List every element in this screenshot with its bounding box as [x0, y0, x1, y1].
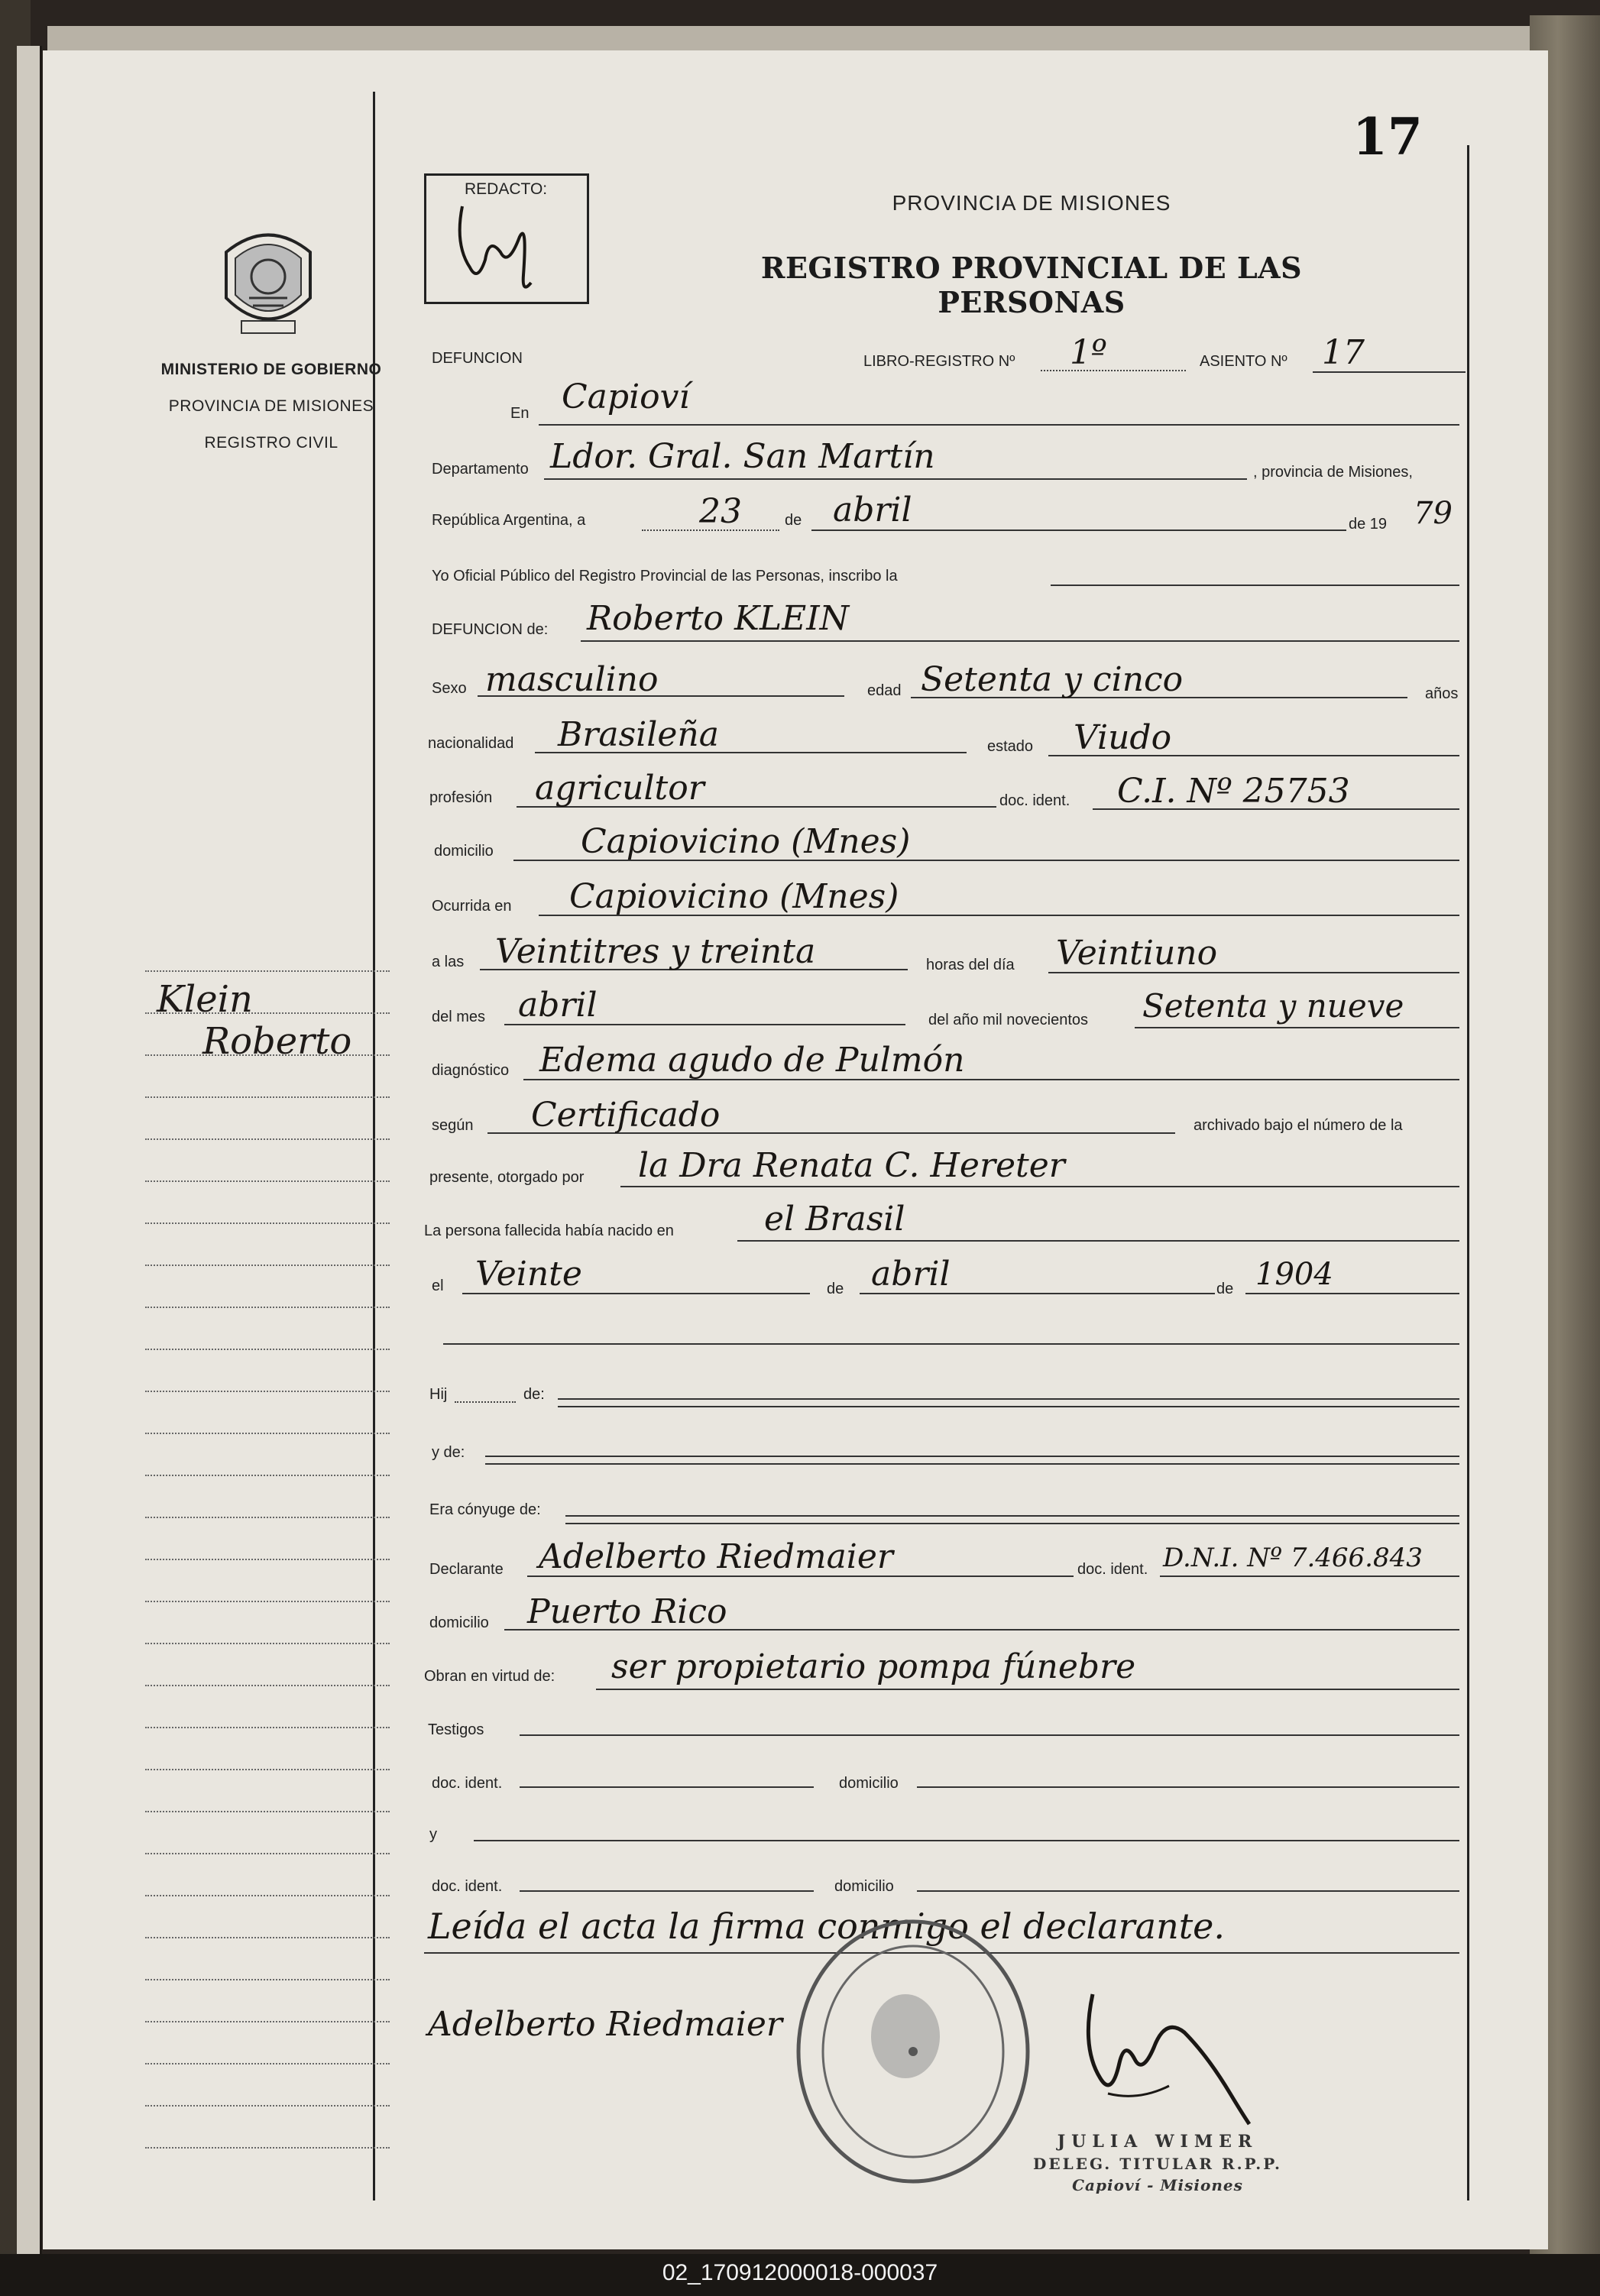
- sexo-label: Sexo: [432, 680, 467, 697]
- nac-anio-label: de: [1216, 1281, 1234, 1297]
- mes-line: [811, 529, 1346, 531]
- testigo1-dom-label: domicilio: [839, 1775, 899, 1792]
- testigos-label: Testigos: [428, 1721, 484, 1738]
- anio-mil-label: del año mil novecientos: [928, 1012, 1089, 1028]
- nombre-line: [581, 640, 1459, 642]
- declarante-doc-label: doc. ident.: [1077, 1561, 1148, 1578]
- provincia-suffix: , provincia de Misiones,: [1253, 464, 1413, 481]
- testigo2-dom-label: domicilio: [834, 1878, 894, 1895]
- libro-label: LIBRO-REGISTRO Nº: [863, 353, 1015, 370]
- testigo1-dom-line: [917, 1786, 1459, 1788]
- sexo-value: masculino: [485, 660, 659, 699]
- deceased-name: Roberto KLEIN: [587, 599, 850, 638]
- a-las-label: a las: [432, 954, 465, 970]
- anios-label: años: [1425, 685, 1459, 702]
- image-caption: 02_170912000018-000037: [662, 2260, 938, 2285]
- declarante-value: Adelberto Riedmaier: [539, 1537, 893, 1576]
- segun-label: según: [432, 1117, 474, 1134]
- ministry-province: PROVINCIA DE MISIONES: [168, 397, 374, 415]
- ocurrida-value: Capiovicino (Mnes): [569, 877, 899, 916]
- hij-de-label: de:: [523, 1386, 545, 1403]
- nacido-label: La persona fallecida había nacido en: [424, 1222, 674, 1239]
- edad-label: edad: [867, 682, 902, 699]
- official-seal-icon: [791, 1914, 1035, 2189]
- nacionalidad-value: Brasileña: [558, 715, 719, 754]
- domicilio-value: Capiovicino (Mnes): [581, 822, 911, 861]
- testigo2-doc-line: [520, 1890, 814, 1892]
- defuncion-label: DEFUNCION: [432, 350, 523, 367]
- margin-given-name: Roberto: [202, 1020, 352, 1063]
- nac-anio-line: [1245, 1293, 1459, 1294]
- page-number: 17: [1352, 107, 1423, 167]
- y-de-line-2: [485, 1463, 1459, 1465]
- hij-line-1: [558, 1398, 1459, 1400]
- edad-value: Setenta y cinco: [921, 660, 1184, 699]
- asiento-label: ASIENTO Nº: [1200, 353, 1287, 370]
- delegate-name: JULIA WIMER: [1057, 2132, 1258, 2152]
- declarante-dom-label: domicilio: [429, 1614, 489, 1631]
- nac-anio-value: 1904: [1255, 1257, 1333, 1292]
- en-value: Capioví: [562, 377, 690, 416]
- profesion-label: profesión: [429, 789, 493, 806]
- conyuge-line-2: [565, 1523, 1459, 1524]
- y-de-label: y de:: [432, 1444, 465, 1461]
- doc-ident-label: doc. ident.: [999, 792, 1070, 809]
- obran-value: ser propietario pompa fúnebre: [611, 1647, 1136, 1686]
- diagnostico-label: diagnóstico: [432, 1062, 510, 1079]
- margin-surname: Klein: [157, 978, 253, 1021]
- registry-heading: REGISTRO PROVINCIAL DE LAS PERSONAS: [760, 251, 1303, 319]
- declarant-signature: Adelberto Riedmaier: [428, 2005, 782, 2044]
- declarante-dom-value: Puerto Rico: [527, 1592, 727, 1631]
- declarante-doc-value: D.N.I. Nº 7.466.843: [1163, 1543, 1423, 1573]
- testigo1-doc-line: [520, 1786, 814, 1788]
- obran-label: Obran en virtud de:: [424, 1668, 555, 1685]
- anio-prefix: de 19: [1349, 516, 1388, 533]
- nacido-line: [737, 1240, 1459, 1242]
- oficial-text: Yo Oficial Público del Registro Provincial de las Personas, inscribo la: [432, 568, 898, 585]
- margin-index-lines: [145, 970, 390, 2189]
- conyuge-label: Era cónyuge de:: [429, 1501, 541, 1518]
- en-line: [539, 424, 1459, 426]
- defuncion-de-label: DEFUNCION de:: [432, 621, 549, 638]
- testigo2-doc-label: doc. ident.: [432, 1878, 503, 1895]
- y-de-line-1: [485, 1456, 1459, 1457]
- testigos-line: [520, 1734, 1459, 1736]
- de-label: de: [785, 512, 802, 529]
- nacionalidad-label: nacionalidad: [428, 735, 514, 752]
- ocurrida-label: Ocurrida en: [432, 898, 512, 915]
- previous-page-edge: [17, 46, 42, 2254]
- delegate-place: Capioví - Misiones: [1072, 2176, 1243, 2194]
- hij-line-2: [558, 1406, 1459, 1407]
- blank-line: [443, 1343, 1459, 1345]
- closing-text: Leída el acta la firma conmigo el declarante.: [428, 1906, 1226, 1947]
- nac-de-label: de: [827, 1281, 844, 1297]
- archivado-label: archivado bajo el número de la: [1194, 1117, 1403, 1134]
- oficial-line: [1051, 585, 1459, 586]
- right-column-rule: [1467, 145, 1469, 2200]
- coat-of-arms-icon: [219, 222, 318, 340]
- presente-value: la Dra Renata C. Hereter: [638, 1146, 1065, 1185]
- hij-suffix-line: [455, 1401, 516, 1403]
- domicilio-label: domicilio: [434, 843, 494, 860]
- horas-value: Veintiuno: [1056, 934, 1218, 973]
- departamento-value: Ldor. Gral. San Martín: [550, 437, 935, 476]
- departamento-label: Departamento: [432, 461, 529, 478]
- del-mes-label: del mes: [432, 1009, 486, 1025]
- delegate-title: DELEG. TITULAR R.P.P.: [1033, 2155, 1282, 2173]
- anio-mil-line: [1135, 1027, 1459, 1028]
- el-label: el: [432, 1278, 444, 1294]
- ministry-title: MINISTERIO DE GOBIERNO: [160, 361, 382, 378]
- nacido-value: el Brasil: [764, 1200, 905, 1239]
- libro-line: [1041, 370, 1186, 371]
- hij-label: Hij: [429, 1386, 448, 1403]
- y-label: y: [429, 1826, 437, 1843]
- a-las-value: Veintitres y treinta: [495, 932, 816, 971]
- doc-ident-value: C.I. Nº 25753: [1117, 772, 1350, 811]
- presente-line: [620, 1186, 1459, 1187]
- redactor-signature-icon: [447, 199, 554, 298]
- republica-label: República Argentina, a: [432, 512, 586, 529]
- anio-value: 79: [1414, 496, 1453, 531]
- libro-value: 1º: [1070, 333, 1107, 372]
- testigo1-doc-label: doc. ident.: [432, 1775, 503, 1792]
- en-label: En: [510, 405, 530, 422]
- segun-value: Certificado: [531, 1096, 721, 1135]
- conyuge-line-1: [565, 1515, 1459, 1517]
- diagnostico-value: Edema agudo de Pulmón: [539, 1041, 965, 1080]
- nac-dia-value: Veinte: [475, 1255, 582, 1294]
- departamento-line: [544, 478, 1247, 480]
- asiento-value: 17: [1322, 333, 1365, 372]
- official-signature-icon: [1077, 1987, 1261, 2132]
- obran-line: [596, 1689, 1459, 1690]
- nac-mes-value: abril: [871, 1255, 951, 1294]
- horas-label: horas del día: [926, 957, 1015, 973]
- declarante-label: Declarante: [429, 1561, 504, 1578]
- redacto-label: REDACTO:: [465, 180, 548, 198]
- dia-value: 23: [699, 492, 742, 531]
- testigo2-dom-line: [917, 1890, 1459, 1892]
- anio-mil-value: Setenta y nueve: [1142, 987, 1404, 1025]
- declarante-doc-line: [1160, 1575, 1459, 1577]
- mes-value: abril: [833, 491, 912, 529]
- estado-label: estado: [987, 738, 1034, 755]
- del-mes-value: abril: [518, 986, 598, 1025]
- presente-label: presente, otorgado por: [429, 1169, 585, 1186]
- province-heading: PROVINCIA DE MISIONES: [892, 191, 1171, 215]
- testigo2-line: [474, 1840, 1459, 1841]
- estado-value: Viudo: [1074, 718, 1172, 757]
- profesion-value: agricultor: [535, 769, 704, 808]
- ministry-registry: REGISTRO CIVIL: [204, 434, 338, 452]
